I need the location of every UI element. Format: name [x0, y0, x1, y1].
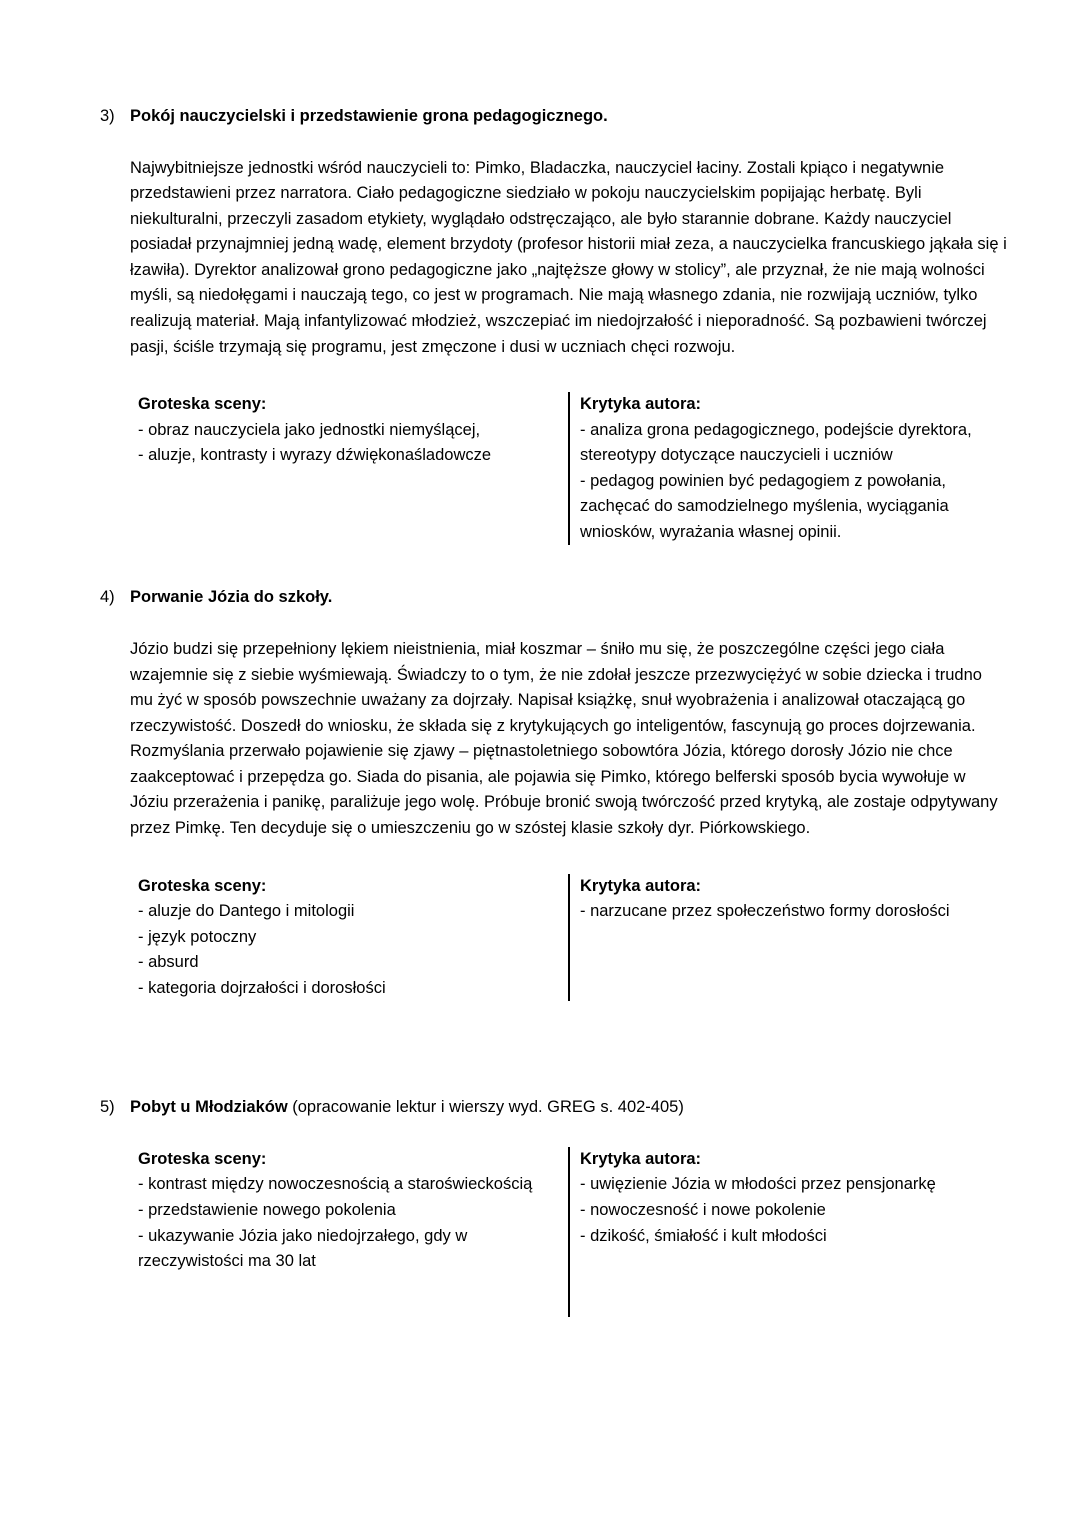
section-4-title: Porwanie Józia do szkoły.: [130, 588, 333, 607]
groteska-item: - aluzje do Dantego i mitologii: [138, 902, 355, 921]
krytyka-column: [570, 392, 994, 545]
krytyka-column: [570, 1147, 994, 1317]
groteska-item: - kategoria dojrzałości i dorosłości: [138, 978, 386, 997]
groteska-header: Groteska sceny:: [138, 876, 267, 895]
section-4-number: 4): [100, 588, 115, 607]
groteska-item: - kontrast między nowoczesnością a staroświeckością: [138, 1175, 533, 1194]
section-5-number: 5): [100, 1098, 115, 1117]
groteska-item: - język potoczny: [138, 927, 257, 946]
section-4-paragraph: Józio budzi się przepełniony lękiem nieistnienia, miał koszmar – śniło mu się, że poszczególne części jego ciała wzajemnie się z siebie wyśmiewają. Świadczy to o tym, że nie zdołał jeszcze przezwyciężyć w sobie dziecka i trudno mu żyć w sposób powszechnie uważany za dojrzały. Napisał książkę, snuł wyobrażenia i analizował otaczającą go rzeczywistość. Doszedł do wniosku, że składa się z krytykujących go inteligentów, fascynują go proces dojrzewania. Rozmyślania przerwało pojawienie się zjawy – piętnastoletniego sobowtóra Józia, którego dorosły Józio nie chce zaakceptować i przepędza go. Siada do pisania, ale pojawia się Pimko, którego belferski sposób bycia wywołuje w Józiu przerażenia i panikę, paraliżuje jego wolę. Próbuje bronić swoją twórczość przed krytyką, ale zostaje odpytywany przez Pimkę. Ten decyduje się o umieszczeniu go w szóstej klasie szkoły dyr. Piórkowskiego.: [130, 640, 998, 837]
section-5-table: [138, 1147, 1008, 1317]
krytyka-item: - dzikość, śmiałość i kult młodości: [580, 1226, 827, 1245]
krytyka-header: Krytyka autora:: [580, 395, 702, 414]
groteska-item: - absurd: [138, 953, 199, 972]
krytyka-item: - analiza grona pedagogicznego, podejście dyrektora, stereotypy dotyczące nauczycieli i uczniów: [580, 420, 972, 465]
krytyka-item: - nowoczesność i nowe pokolenie: [580, 1201, 826, 1219]
krytyka-item: - narzucane przez społeczeństwo formy dorosłości: [580, 902, 950, 921]
section-5-title-wrap: [130, 1095, 684, 1121]
groteska-header: Groteska sceny:: [138, 1149, 267, 1168]
krytyka-column: [570, 874, 994, 1002]
section-3-number: 3): [100, 107, 115, 125]
section-4: [100, 585, 1008, 1001]
groteska-header: Groteska sceny:: [138, 395, 267, 414]
section-3-paragraph: Najwybitniejsze jednostki wśród nauczycieli to: Pimko, Bladaczka, nauczyciel łaciny. Zostali kpiąco i negatywnie przedstawieni przez narratora. Ciało pedagogiczne siedziało w pokoju nauczycielskim popijając herbatę. Byli niekulturalni, przeczyli zasadom etykiety, wyglądało odstręczająco, ale było starannie dobrane. Każdy nauczyciel posiadał przynajmniej jedną wadę, element brzydoty (profesor historii miał zeza, a nauczycielka francuskiego jąkała się i łzawiła). Dyrektor analizował grono pedagogiczne jako „najtęższe głowy w stolicy”, ale przyznał, że nie mają wolności myśli, są niedołęgami i nauczają tego, co jest w programach. Nie mają własnego zdania, nie rozwijają uczniów, tylko realizują materiał. Mają infantylizować młodzież, wszczepiać im niedojrzałość i nieporadność. Są pozbawieni twórczej pasji, ściśle trzymają się programu, jest zmęczone i dusi w uczniach chęci rozwoju.: [130, 158, 1007, 356]
section-5: [100, 1095, 1008, 1317]
groteska-column: [138, 1147, 568, 1317]
krytyka-item: - uwięzienie Józia w młodości przez pensjonarkę: [580, 1175, 936, 1194]
groteska-column: [138, 392, 568, 545]
groteska-item: - przedstawienie nowego pokolenia: [138, 1201, 396, 1219]
krytyka-header: Krytyka autora:: [580, 876, 702, 895]
section-3-title: Pokój nauczycielski i przedstawienie grona pedagogicznego.: [130, 107, 608, 125]
krytyka-header: Krytyka autora:: [580, 1149, 702, 1168]
section-3-heading: [100, 104, 1008, 130]
section-4-table: [138, 874, 1008, 1002]
section-5-heading: [100, 1095, 1008, 1121]
section-5-title: Pobyt u Młodziaków: [130, 1098, 288, 1117]
section-5-title-note: (opracowanie lektur i wierszy wyd. GREG s. 402-405): [287, 1098, 684, 1117]
groteska-column: [138, 874, 568, 1002]
section-4-heading: [100, 585, 1008, 611]
groteska-item: - ukazywanie Józia jako niedojrzałego, gdy w rzeczywistości ma 30 lat: [138, 1226, 468, 1271]
section-3: [100, 104, 1008, 545]
groteska-item: - aluzje, kontrasty i wyrazy dźwiękonaśladowcze: [138, 446, 492, 465]
section-3-table: [138, 392, 1008, 545]
groteska-item: - obraz nauczyciela jako jednostki niemyślącej,: [138, 420, 481, 439]
krytyka-item: - pedagog powinien być pedagogiem z powołania, zachęcać do samodzielnego myślenia, wyciągania wniosków, wyrażania własnej opinii.: [580, 471, 949, 541]
